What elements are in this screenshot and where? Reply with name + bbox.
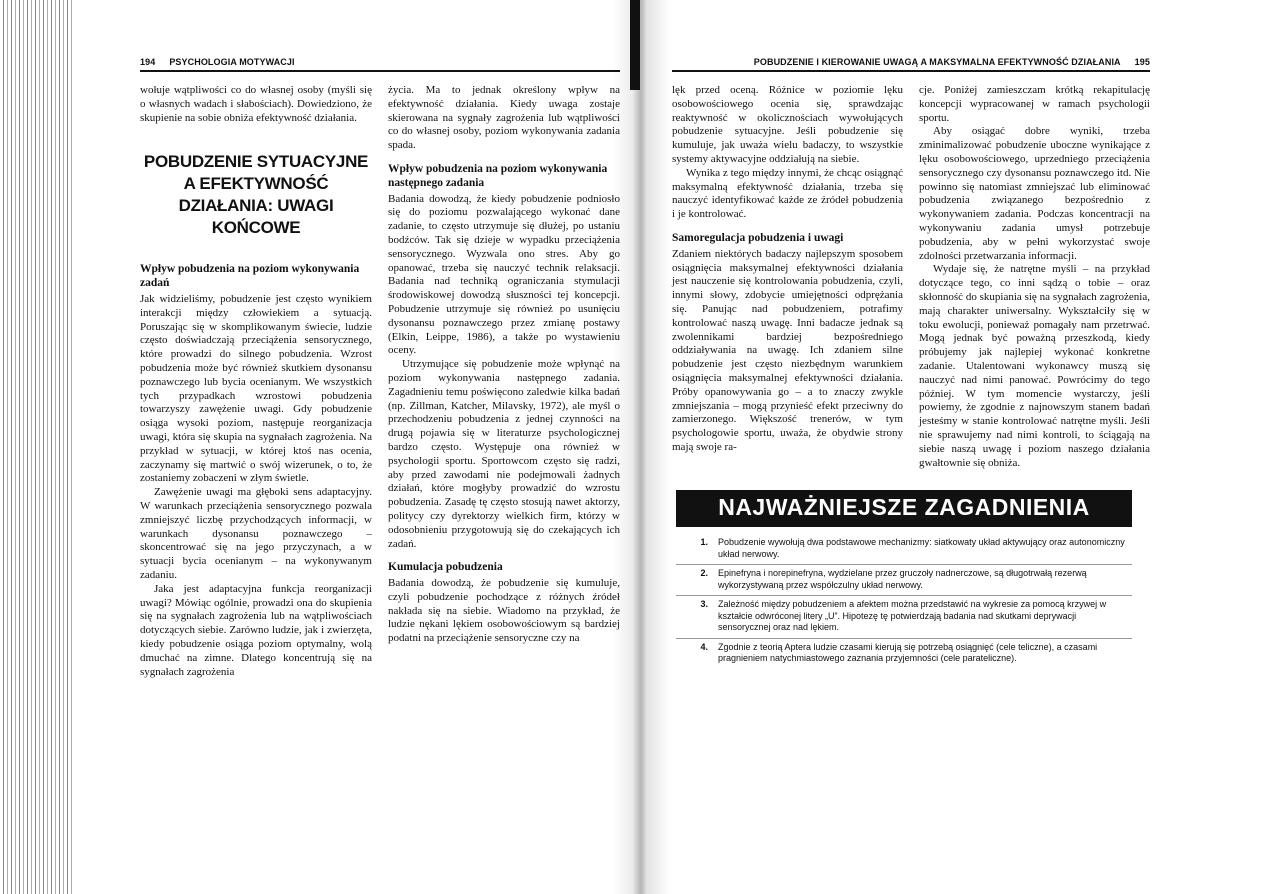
paragraph: życia. Ma to jednak określony wpływ na efektywność działania. Kiedy uwaga zostaje skierowana na sygnały zagrożenia lub wątpliwości co do własnej osoby, poziom wykonywania zadania spada. [388, 84, 620, 152]
paragraph: Zawężenie uwagi ma głęboki sens adaptacyjny. W warunkach przeciążenia sensorycznego pozwala zmniejszyć liczbę przychodzących informacji, w warunkach dysonansu poznawczego – skoncentrować się na jego przyczynach, a w sytuacji bycia ocenianym – na wykonywanym zadaniu. [140, 486, 372, 581]
paragraph: Zdaniem niektórych badaczy najlepszym sposobem osiągnięcia maksymalnej efektywności działania jest nauczenie się kontrolowania pobudzenia, czyli, innymi słowy, zdobycie umiejętności odprężania się. Panując nad pobudzeniem, potrafimy kontrolować naszą uwagę. Inni badacze jednak są zwolennikami bardziej bezpośredniego oddziaływania na uwagę. Ich zdaniem silne pobudzenie jest często niezbędnym warunkiem osiągnięcia maksymalnej efektywności działania. Próby opanowywania go – a to znaczy zwykle zmniejszania – mogą przynieść efekt przeciwny do zamierzonego. Większość trenerów, w tym psychologowie sportu, uważa, że obydwie strony mają swoje ra- [672, 247, 903, 453]
summary-item-text: Zgodnie z teorią Aptera ludzie czasami kierują się potrzebą osiągnięć (cele teliczne), a czasami pragnieniem natychmiastowego zaznania przyjemności (cele parateliczne). [718, 641, 1098, 664]
left-column-2 [388, 84, 620, 679]
running-title-left: PSYCHOLOGIA MOTYWACJI [169, 57, 295, 67]
paragraph: Utrzymujące się pobudzenie może wpłynąć na poziom wykonywania następnego zadania. Zagadnieniu temu poświęcono zaledwie kilka badań (np. Zillman, Katcher, Milavsky, 1972), ale myśl o przechodzeniu pobudzenia z jednej czynności na drugą pojawia się w literaturze psychologicznej bardzo często. Występuje ona również w psychologii sportu. Sportowcom często się radzi, aby przed zawodami nie podejmowali żadnych działań, które mogłyby prowadzić do wzrostu pobudzenia. Zasadę tę często stosują nawet aktorzy, politycy czy dyrektorzy wielkich firm, którzy w odosobnieniu przygotowują się do czekających ich zadań. [388, 358, 620, 550]
summary-item-number: 2. [700, 568, 708, 579]
paragraph: wołuje wątpliwości co do własnej osoby (myśli się o własnych wadach i słabościach). Dowiedziono, że skupienie na sobie obniża efektywność działania. [140, 84, 372, 124]
summary-list [676, 527, 1132, 669]
paragraph: Wynika z tego między innymi, że chcąc osiągnąć maksymalną efektywność działania, trzeba się nauczyć identyfikować każde ze źródeł pobudzenia i je kontrolować. [672, 166, 903, 221]
summary-item [676, 639, 1132, 669]
chapter-heading: POBUDZENIE SYTUACYJNE A EFEKTYWNOŚĆ DZIAŁANIA: UWAGI KOŃCOWE [143, 152, 369, 238]
paragraph: Jak widzieliśmy, pobudzenie jest często wynikiem interakcji między człowiekiem a sytuacją. Poruszając się w skomplikowanym świecie, ludzie często doświadczają przeciążenia sensorycznego, które prowadzi do silnego pobudzenia. Wzrost pobudzenia może być również skutkiem dysonansu poznawczego lub bycia ocenianym. We wszystkich tych przypadkach wzrostowi pobudzenia towarzyszy zawężenie uwagi. Gdy pobudzenie osiąga wysoki poziom, następuje reorganizacja uwagi, która się skupia na sygnałach zagrożenia. Na przykład w sytuacji, w której ktoś nas ocenia, zaczynamy się martwić o swój wizerunek, o to, że zostaniemy zobaczeni w złym świetle. [140, 292, 372, 485]
section-heading: Kumulacja pobudzenia [388, 561, 503, 574]
summary-box-title: NAJWAŻNIEJSZE ZAGADNIENIA [676, 490, 1132, 527]
right-page [672, 52, 1150, 669]
paragraph: Wydaje się, że natrętne myśli – na przykład dotyczące tego, co inni sądzą o tobie – oraz skłonność do skupiania się na sygnałach zagrożenia, mają charakter uniwersalny. Wykształciły się w toku ewolucji, ponieważ pomagały nam przetrwać. Mogą jednak być poważną przeszkodą, kiedy próbujemy jak najlepiej wykonać konkretne zadanie. Utalentowani wykonawcy muszą się nauczyć nad nimi panować. Powrócimy do tego później. W tym momencie wystarczy, jeśli powiemy, że zgodnie z najnowszym stanem badań jesteśmy w stanie kontrolować natrętne myśli. Jeśli nie sprawujemy nad nimi kontroli, to ściągają na siebie naszą uwagę i poziom naszego działania gwałtownie się obniża. [919, 263, 1150, 469]
page-number-left: 194 [140, 57, 156, 67]
summary-item [676, 534, 1132, 565]
section-heading: Samoregulacja pobudzenia i uwagi [672, 231, 844, 244]
right-running-header [672, 52, 1150, 72]
paragraph: Badania dowodzą, że kiedy pobudzenie podniosło się do poziomu pozwalającego wykonać dane zadanie, to często utrzymuje się dłużej, po ustaniu bodźców. Tak się dzieje w wypadku przeciążenia sensorycznego. Wyzwala ono stres. Aby go opanować, trzeba się nauczyć technik relaksacji. Badania nad techniką ograniczania stymulacji środowiskowej dowodzą słuszności tej koncepcji. Pobudzenie utrzymuje się również po usunięciu dysonansu poznawczego przez zmianę postawy (Elkin, Leippe, 1986), a także po wystawieniu oceny. [388, 192, 620, 357]
left-page [140, 52, 620, 679]
left-column-1 [140, 84, 372, 679]
right-column-1 [672, 84, 903, 470]
summary-item-number: 3. [700, 599, 708, 610]
paragraph: Aby osiągać dobre wyniki, trzeba zminimalizować pobudzenie uboczne wynikające z lęku osobowościowego, uprzedniego przeciążenia sensorycznego czy dysonansu poznawczego itd. Nie powinno się natomiast zmniejszać lub eliminować pobudzenia związanego bezpośrednio z wykonywaniem zadania. Podczas koncentracji na wykonywaniu zadania umysł potrzebuje pobudzenia, aby w pełni wykorzystać swoje zdolności przetwarzania informacji. [919, 125, 1150, 262]
paragraph: lęk przed oceną. Różnice w poziomie lęku osobowościowego ocenia się, sprawdzając reaktywność w okolicznościach wywołujących pobudzenie sytuacyjne. Jeśli pobudzenie się kumuluje, jak uważa wielu badaczy, to wszystkie systemy aktywacyjne oddziałują na siebie. [672, 84, 903, 165]
summary-item [676, 565, 1132, 596]
page-number-right: 195 [1134, 57, 1150, 67]
book-gutter-shadow [612, 0, 670, 894]
summary-item-number: 4. [700, 641, 708, 652]
paragraph: cje. Poniżej zamieszczam krótką rekapitulację koncepcji wypracowanej w ramach psychologii sportu. [919, 84, 1150, 124]
section-heading: Wpływ pobudzenia na poziom wykonywania zadań [140, 263, 360, 290]
scan-page-edges [0, 0, 72, 894]
running-title-right: POBUDZENIE I KIEROWANIE UWAGĄ A MAKSYMALNA EFEKTYWNOŚĆ DZIAŁANIA [753, 57, 1121, 67]
summary-item [676, 596, 1132, 639]
paragraph: Jaka jest adaptacyjna funkcja reorganizacji uwagi? Mówiąc ogólnie, prowadzi ona do skupienia się na sygnałach zagrożenia lub na wątpliwościach dotyczących siebie. Zarówno ludzie, jak i zwierzęta, kiedy pobudzenie osiąga poziom optymalny, wolą dmuchać na zimne. Dlatego koncentrują się na sygnałach zagrożenia [140, 582, 372, 678]
summary-item-text: Zależność między pobudzeniem a afektem można przedstawić na wykresie za pomocą krzywej w kształcie odwróconej litery „U”. Hipotezę tę potwierdzają badania nad skutkami deprywacji sensorycznej oraz nad lękiem. [718, 599, 1107, 633]
book-spine [630, 0, 640, 90]
summary-box [676, 490, 1132, 669]
paragraph: Badania dowodzą, że pobudzenie się kumuluje, czyli pobudzenie pochodzące z różnych źródeł nakłada się na siebie. Wiadomo na przykład, że ludzie nękani lękiem osobowościowym są bardziej podatni na przeciążenie sensoryczne czy na [388, 577, 620, 645]
section-heading: Wpływ pobudzenia na poziom wykonywania następnego zadania [388, 162, 608, 189]
summary-item-text: Pobudzenie wywołują dwa podstawowe mechanizmy: siatkowaty układ aktywujący oraz autonomiczny układ nerwowy. [718, 537, 1125, 559]
left-running-header [140, 52, 620, 72]
summary-item-number: 1. [700, 537, 708, 548]
summary-item-text: Epinefryna i norepinefryna, wydzielane przez gruczoły nadnerczowe, są długotrwałą rezerwą wykorzystywaną przez współczulny układ nerwowy. [718, 568, 1087, 590]
right-column-2 [919, 84, 1150, 470]
